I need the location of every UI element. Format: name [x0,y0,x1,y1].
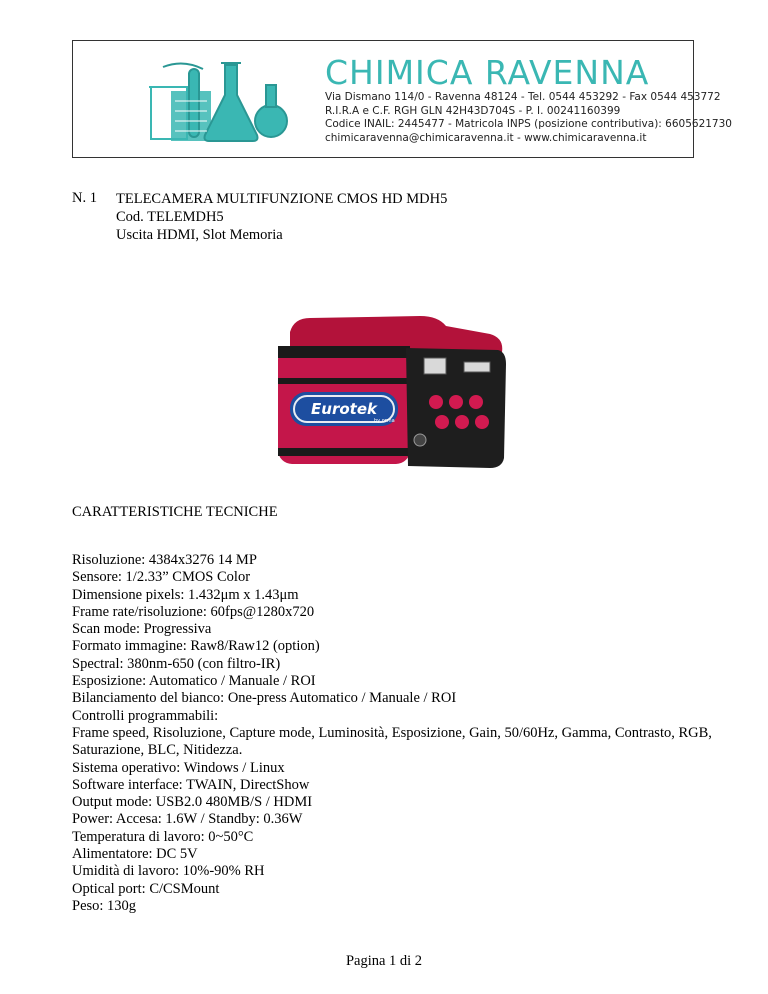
camera-image [270,310,510,470]
spec-line: Bilanciamento del bianco: One-press Automatico / Manuale / ROI [72,690,457,707]
spec-line: Esposizione: Automatico / Manuale / ROI [72,673,316,690]
laboratory-glassware-logo-icon [143,55,293,145]
spec-line: Formato immagine: Raw8/Raw12 (option) [72,638,320,655]
spec-line: Spectral: 380nm-650 (con filtro-IR) [72,655,281,672]
product-subtitle: Uscita HDMI, Slot Memoria [116,227,283,243]
spec-line: Frame speed, Risoluzione, Capture mode, Luminosità, Esposizione, Gain, 50/60Hz, Gamma, Contrasto, RGB, Saturazione, BLC, Nitidezza. [72,724,712,759]
section-title: CARATTERISTICHE TECNICHE [72,504,278,520]
page-number: Pagina 1 di 2 [345,953,423,969]
product-title: TELECAMERA MULTIFUNZIONE CMOS HD MDH5 [116,191,448,207]
specifications-list [72,552,712,915]
tax-code-line: R.I.R.A e C.F. RGH GLN 42H43D704S - P. I. 00241160399 [325,104,621,117]
company-name: CHIMICA RAVENNA [325,53,650,92]
spec-line: Controlli programmabili: [72,707,219,724]
product-heading [116,190,447,244]
spec-line: Software interface: TWAIN, DirectShow [72,776,310,793]
contact-line: chimicaravenna@chimicaravenna.it - www.chimicaravenna.it [325,131,647,144]
letterhead [72,40,732,158]
camera-brand-sublabel: by orma [374,418,395,424]
spec-line: Sensore: 1/2.33” CMOS Color [72,569,251,586]
spec-line: Optical port: C/CSMount [72,880,220,897]
address-line: Via Dismano 114/0 - Ravenna 48124 - Tel. 0544 453292 - Fax 0544 453772 [325,91,721,103]
spec-line: Umidità di lavoro: 10%-90% RH [72,863,265,880]
spec-line: Peso: 130g [72,897,137,914]
spec-line: Alimentatore: DC 5V [72,846,198,863]
item-number: N. 1 [72,190,97,206]
product-code: Cod. TELEMDH5 [116,209,224,225]
spec-line: Sistema operativo: Windows / Linux [72,759,285,776]
spec-line: Scan mode: Progressiva [72,621,212,638]
company-info [325,55,732,145]
spec-line: Power: Accesa: 1.6W / Standby: 0.36W [72,811,303,828]
inail-inps-line: Codice INAIL: 2445477 - Matricola INPS (posizione contributiva): 6605621730 [325,118,732,130]
spec-line: Risoluzione: 4384x3276 14 MP [72,552,257,568]
spec-line: Dimensione pixels: 1.432μm x 1.43μm [72,586,299,603]
spec-line: Temperatura di lavoro: 0~50°C [72,828,254,845]
spec-line: Output mode: USB2.0 480MB/S / HDMI [72,794,313,811]
camera-brand-label: Eurotek [311,400,377,418]
spec-line: Frame rate/risoluzione: 60fps@1280x720 [72,603,315,620]
